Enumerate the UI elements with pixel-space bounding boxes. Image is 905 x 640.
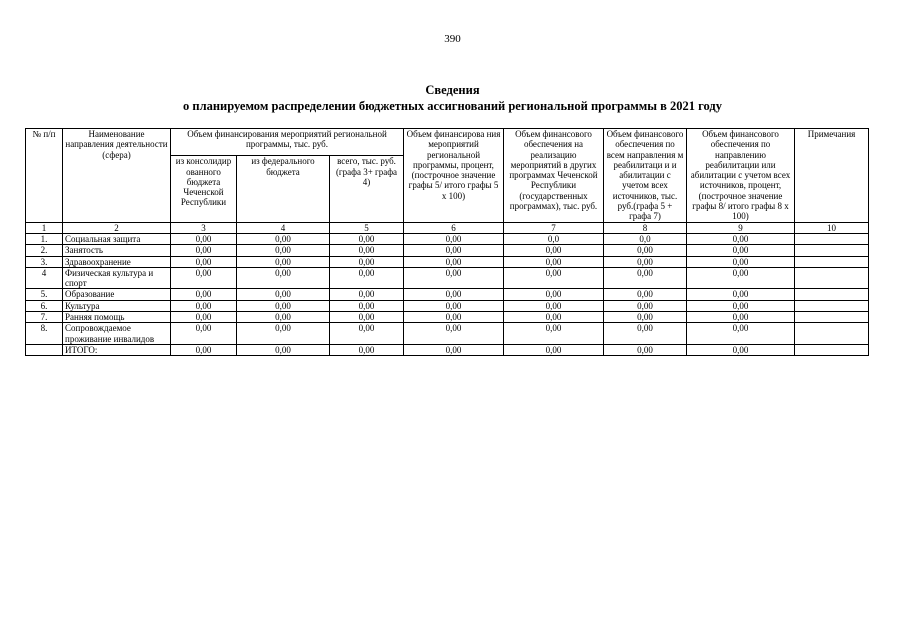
table-row [26,256,869,267]
row-number: 1. [26,233,63,244]
value-total: 0,00 [330,256,404,267]
value-federal: 0,00 [237,233,330,244]
value-percent: 0,00 [404,267,504,289]
row-direction-name: ИТОГО: [63,344,171,355]
row-note [795,233,869,244]
value-other-programs: 0,00 [504,323,604,345]
row-number [26,344,63,355]
column-numbers-row [26,222,869,233]
header-federal-budget: из федерального бюджета [237,156,330,222]
value-consolidated: 0,00 [171,233,237,244]
value-consolidated: 0,00 [171,323,237,345]
table-row [26,312,869,323]
header-col7: Объем финансового обеспечения на реализацию мероприятий в других программах Чеченской Республики (государственных программах), тыс. руб. [504,129,604,223]
table-row [26,233,869,244]
value-other-programs: 0,00 [504,267,604,289]
row-note [795,300,869,311]
value-federal: 0,00 [237,245,330,256]
value-total: 0,00 [330,344,404,355]
column-number: 1 [26,222,63,233]
value-all-sources: 0,0 [604,233,687,244]
row-direction-name: Занятость [63,245,171,256]
row-number: 3. [26,256,63,267]
table-row [26,300,869,311]
budget-allocation-table [25,128,869,356]
value-all-sources: 0,00 [604,256,687,267]
value-total: 0,00 [330,267,404,289]
column-number: 3 [171,222,237,233]
title-line-2: о планируемом распределении бюджетных ассигнований региональной программы в 2021 году [183,99,722,113]
value-consolidated: 0,00 [171,300,237,311]
value-consolidated: 0,00 [171,312,237,323]
header-col9: Объем финансового обеспечения по направлению реабилитации или абилитации с учетом всех источников, процент, (построчное значение графы 8/ итого графы 8 х 100) [687,129,795,223]
row-number: 8. [26,323,63,345]
column-number: 4 [237,222,330,233]
page-number: 390 [444,33,461,45]
value-direction-percent: 0,00 [687,323,795,345]
value-other-programs: 0,00 [504,312,604,323]
header-col6: Объем финансирова ния мероприятий региональной программы, процент, (построчное значение графы 5/ итого графы 5 х 100) [404,129,504,223]
value-all-sources: 0,00 [604,344,687,355]
value-direction-percent: 0,00 [687,289,795,300]
value-federal: 0,00 [237,344,330,355]
header-no: № п/п [26,129,63,223]
value-total: 0,00 [330,312,404,323]
total-row [26,344,869,355]
table-row [26,323,869,345]
table-row [26,267,869,289]
value-percent: 0,00 [404,300,504,311]
value-total: 0,00 [330,300,404,311]
row-note [795,289,869,300]
value-direction-percent: 0,00 [687,245,795,256]
value-other-programs: 0,00 [504,256,604,267]
header-consolidated-budget: из консолидир ованного бюджета Чеченской Республики [171,156,237,222]
value-total: 0,00 [330,323,404,345]
value-percent: 0,00 [404,256,504,267]
column-number: 9 [687,222,795,233]
row-note [795,323,869,345]
column-number: 8 [604,222,687,233]
value-federal: 0,00 [237,323,330,345]
column-number: 2 [63,222,171,233]
row-direction-name: Ранняя помощь [63,312,171,323]
table-row [26,245,869,256]
row-number: 4 [26,267,63,289]
value-all-sources: 0,00 [604,300,687,311]
value-other-programs: 0,00 [504,300,604,311]
table-body [26,222,869,356]
value-direction-percent: 0,00 [687,344,795,355]
value-direction-percent: 0,00 [687,256,795,267]
value-total: 0,00 [330,245,404,256]
value-consolidated: 0,00 [171,289,237,300]
row-number: 7. [26,312,63,323]
row-note [795,267,869,289]
header-financing-group: Объем финансирования мероприятий региональной программы, тыс. руб. [171,129,404,156]
table-header [26,129,869,223]
row-number: 5. [26,289,63,300]
row-direction-name: Здравоохранение [63,256,171,267]
value-federal: 0,00 [237,267,330,289]
table-row [26,289,869,300]
value-consolidated: 0,00 [171,344,237,355]
value-percent: 0,00 [404,312,504,323]
value-other-programs: 0,00 [504,245,604,256]
value-federal: 0,00 [237,256,330,267]
value-total: 0,00 [330,233,404,244]
value-percent: 0,00 [404,245,504,256]
value-other-programs: 0,00 [504,289,604,300]
row-direction-name: Социальная защита [63,233,171,244]
value-percent: 0,00 [404,233,504,244]
header-total: всего, тыс. руб. (графа 3+ графа 4) [330,156,404,222]
value-consolidated: 0,00 [171,256,237,267]
value-all-sources: 0,00 [604,323,687,345]
value-consolidated: 0,00 [171,267,237,289]
value-percent: 0,00 [404,289,504,300]
value-percent: 0,00 [404,344,504,355]
value-federal: 0,00 [237,289,330,300]
column-number: 6 [404,222,504,233]
row-direction-name: Сопровождаемое проживание инвалидов [63,323,171,345]
column-number: 10 [795,222,869,233]
value-federal: 0,00 [237,300,330,311]
value-total: 0,00 [330,289,404,300]
row-number: 6. [26,300,63,311]
value-percent: 0,00 [404,323,504,345]
value-direction-percent: 0,00 [687,312,795,323]
value-other-programs: 0,00 [504,344,604,355]
value-other-programs: 0,0 [504,233,604,244]
header-col8: Объем финансового обеспечения по всем направления м реабилитаци и и абилитации с учетом всех источников, тыс. руб.(графа 5 + графа 7) [604,129,687,223]
value-direction-percent: 0,00 [687,233,795,244]
row-direction-name: Образование [63,289,171,300]
row-note [795,256,869,267]
value-direction-percent: 0,00 [687,300,795,311]
row-note [795,245,869,256]
header-direction: Наименование направления деятельности (сфера) [63,129,171,223]
value-all-sources: 0,00 [604,312,687,323]
row-note [795,344,869,355]
column-number: 5 [330,222,404,233]
value-direction-percent: 0,00 [687,267,795,289]
header-row-1 [26,129,869,156]
row-direction-name: Культура [63,300,171,311]
document-title [0,82,905,114]
value-federal: 0,00 [237,312,330,323]
value-consolidated: 0,00 [171,245,237,256]
value-all-sources: 0,00 [604,245,687,256]
row-number: 2. [26,245,63,256]
value-all-sources: 0,00 [604,289,687,300]
title-line-1: Сведения [425,83,480,97]
header-notes: Примечания [795,129,869,223]
value-all-sources: 0,00 [604,267,687,289]
row-direction-name: Физическая культура и спорт [63,267,171,289]
column-number: 7 [504,222,604,233]
row-note [795,312,869,323]
